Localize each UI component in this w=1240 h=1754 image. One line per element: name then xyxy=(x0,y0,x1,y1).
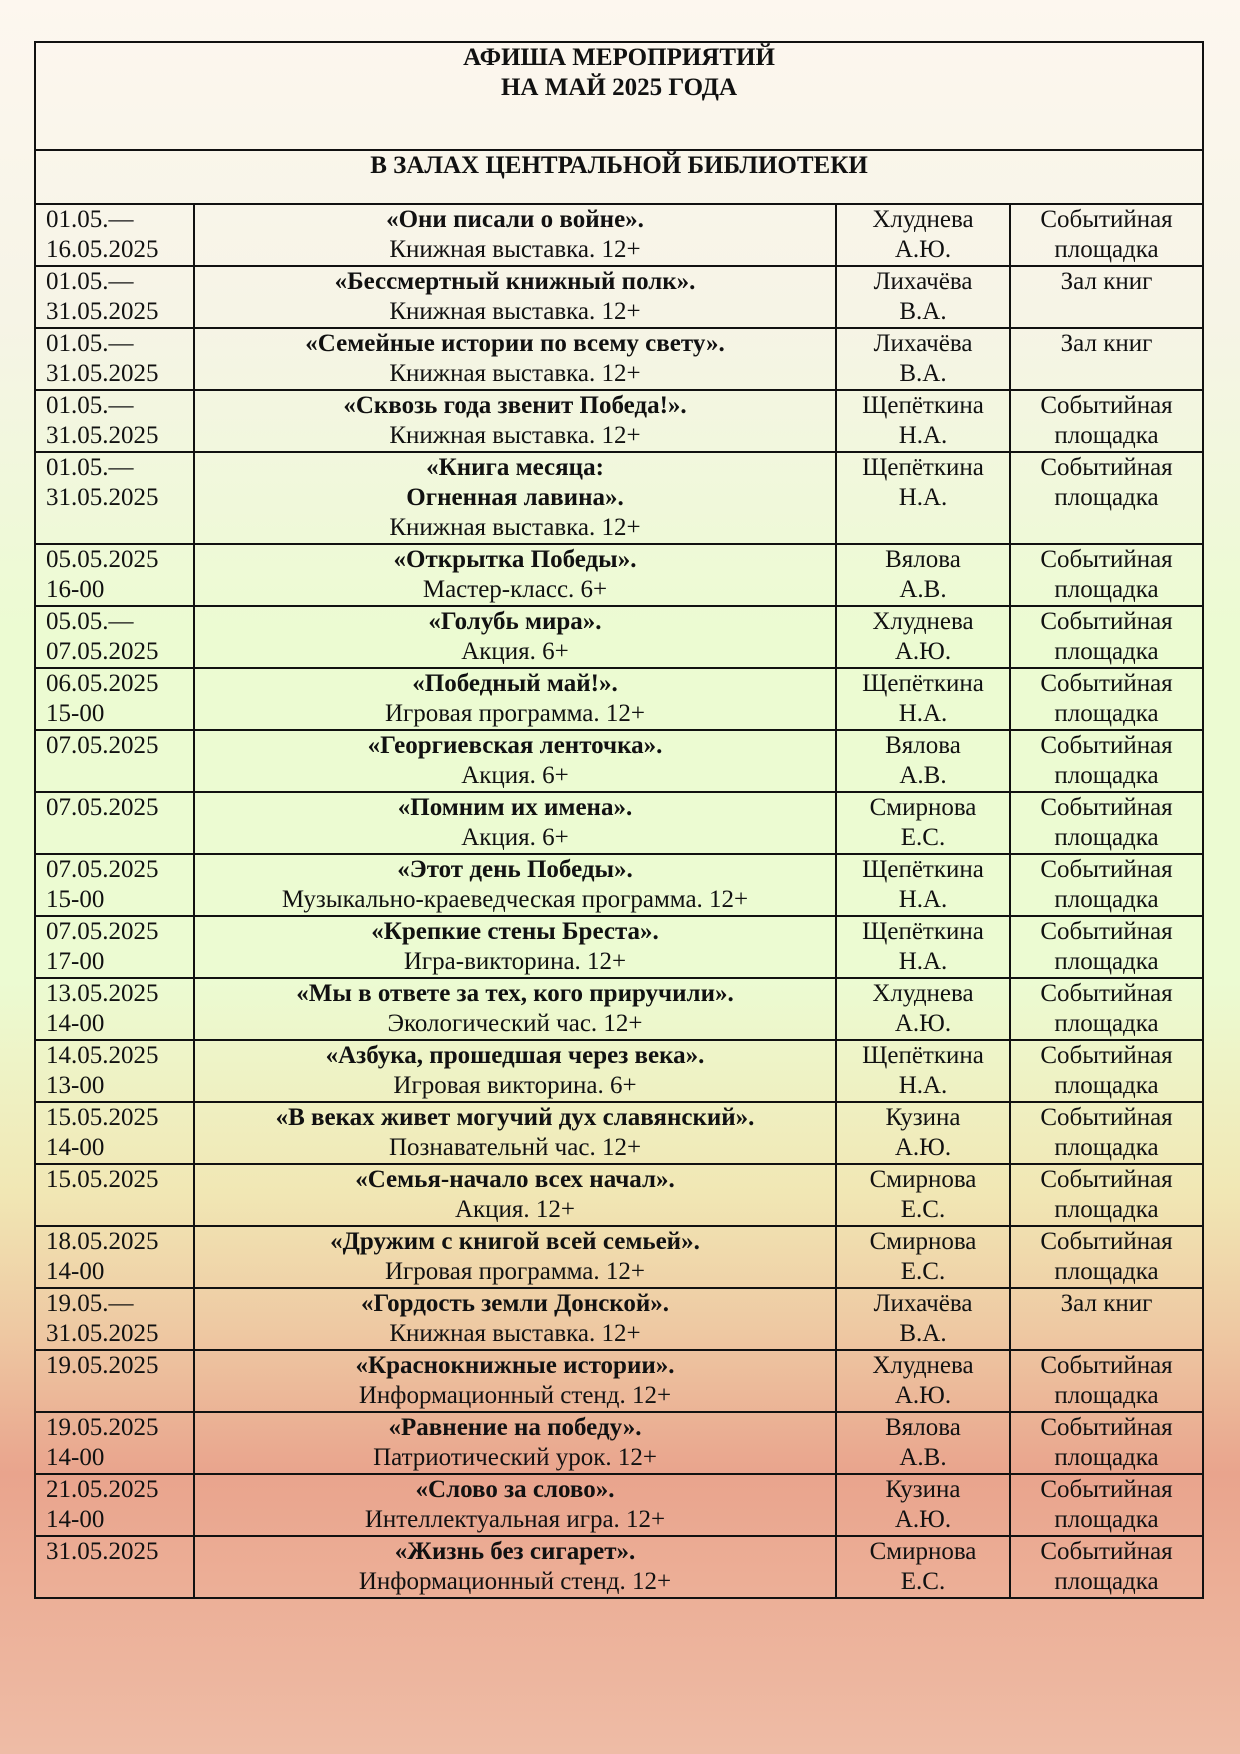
event-venue-cell xyxy=(1010,266,1203,328)
event-date-cell xyxy=(35,1536,194,1598)
responsible-initials: Е.С. xyxy=(900,1568,946,1595)
event-venue-cell xyxy=(1010,1536,1203,1598)
event-venue-cell xyxy=(1010,204,1203,266)
venue-line2: площадка xyxy=(1054,1072,1159,1099)
event-date-cell xyxy=(35,452,194,544)
poster-title xyxy=(35,42,1203,150)
event-responsible-cell xyxy=(836,916,1010,978)
event-date-line2: 31.05.2025 xyxy=(46,1320,159,1347)
event-date-line2: 16-00 xyxy=(46,576,105,603)
event-date-cell xyxy=(35,606,194,668)
responsible-surname: Вялова xyxy=(885,732,961,759)
event-type: Книжная выставка. 12+ xyxy=(389,1320,641,1347)
venue-line2: площадка xyxy=(1054,1258,1159,1285)
event-title: «Они писали о войне». xyxy=(386,206,644,233)
event-responsible-cell xyxy=(836,544,1010,606)
event-date-line1: 19.05.2025 xyxy=(46,1352,159,1379)
venue-line1: Событийная xyxy=(1040,1476,1173,1503)
responsible-surname: Щепёткина xyxy=(862,392,984,419)
event-row xyxy=(35,1102,1203,1164)
responsible-initials: Н.А. xyxy=(898,700,948,727)
event-venue-cell xyxy=(1010,1226,1203,1288)
event-date-cell xyxy=(35,1226,194,1288)
event-type: Музыкально-краеведческая программа. 12+ xyxy=(281,886,749,913)
venue-line2: площадка xyxy=(1054,886,1159,913)
event-responsible-cell xyxy=(836,1164,1010,1226)
event-date-cell xyxy=(35,204,194,266)
event-description-cell xyxy=(194,1474,836,1536)
event-title: «Мы в ответе за тех, кого приручили». xyxy=(296,980,734,1007)
event-title: «Слово за слово». xyxy=(415,1476,615,1503)
event-date-cell xyxy=(35,1474,194,1536)
event-row xyxy=(35,1536,1203,1598)
event-description-cell xyxy=(194,730,836,792)
event-schedule-table xyxy=(34,41,1204,1599)
poster-title-line1: АФИША МЕРОПРИЯТИЙ xyxy=(463,44,775,71)
responsible-surname: Вялова xyxy=(885,1414,961,1441)
event-date-line2: 14-00 xyxy=(46,1444,105,1471)
event-responsible-cell xyxy=(836,1226,1010,1288)
venue-line2: площадка xyxy=(1054,700,1159,727)
event-row xyxy=(35,854,1203,916)
venue-line1: Событийная xyxy=(1040,856,1173,883)
responsible-initials: Н.А. xyxy=(898,886,948,913)
event-responsible-cell xyxy=(836,1474,1010,1536)
venue-line1: Событийная xyxy=(1040,794,1173,821)
venue-line2: площадка xyxy=(1054,422,1159,449)
responsible-surname: Хлуднева xyxy=(872,980,974,1007)
event-date-cell xyxy=(35,1412,194,1474)
event-type: Акция. 12+ xyxy=(454,1196,576,1223)
venue-line2: площадка xyxy=(1054,1382,1159,1409)
event-description-cell xyxy=(194,1040,836,1102)
event-date-line2: 07.05.2025 xyxy=(46,638,159,665)
event-venue-cell xyxy=(1010,730,1203,792)
event-type: Книжная выставка. 12+ xyxy=(389,236,641,263)
event-row xyxy=(35,1412,1203,1474)
responsible-initials: А.Ю. xyxy=(894,1506,952,1533)
event-date-cell xyxy=(35,1288,194,1350)
responsible-initials: Н.А. xyxy=(898,484,948,511)
event-type: Патриотический урок. 12+ xyxy=(373,1444,657,1471)
venue-line2: площадка xyxy=(1054,1506,1159,1533)
event-row xyxy=(35,204,1203,266)
responsible-surname: Щепёткина xyxy=(862,918,984,945)
event-row xyxy=(35,1040,1203,1102)
event-row xyxy=(35,730,1203,792)
venue-line1: Событийная xyxy=(1040,670,1173,697)
event-title: «Открытка Победы». xyxy=(393,546,637,573)
event-responsible-cell xyxy=(836,668,1010,730)
event-row xyxy=(35,1226,1203,1288)
event-title: «Равнение на победу». xyxy=(388,1414,642,1441)
event-description-cell xyxy=(194,1536,836,1598)
event-title: «Семейные истории по всему свету». xyxy=(305,330,725,357)
event-venue-cell xyxy=(1010,978,1203,1040)
event-date-cell xyxy=(35,1102,194,1164)
event-date-cell xyxy=(35,916,194,978)
venue-line1: Зал книг xyxy=(1060,330,1153,357)
poster-sheet xyxy=(34,41,1202,1599)
title-row xyxy=(35,42,1203,150)
event-venue-cell xyxy=(1010,1288,1203,1350)
event-date-cell xyxy=(35,544,194,606)
event-date-line2: 31.05.2025 xyxy=(46,422,159,449)
venue-line1: Зал книг xyxy=(1060,1290,1153,1317)
event-title: «Крепкие стены Бреста». xyxy=(371,918,659,945)
event-description-cell xyxy=(194,1412,836,1474)
event-type: Акция. 6+ xyxy=(461,638,569,665)
event-type: Книжная выставка. 12+ xyxy=(389,514,641,541)
responsible-initials: А.В. xyxy=(899,1444,947,1471)
event-row xyxy=(35,328,1203,390)
event-date-line2: 31.05.2025 xyxy=(46,484,159,511)
event-row xyxy=(35,916,1203,978)
event-date-line1: 15.05.2025 xyxy=(46,1104,159,1131)
responsible-surname: Смирнова xyxy=(869,794,977,821)
poster-subtitle: В ЗАЛАХ ЦЕНТРАЛЬНОЙ БИБЛИОТЕКИ xyxy=(35,150,1203,204)
responsible-surname: Смирнова xyxy=(869,1228,977,1255)
event-row xyxy=(35,1288,1203,1350)
event-date-line1: 01.05.— xyxy=(46,454,134,481)
responsible-initials: А.В. xyxy=(899,576,947,603)
event-date-line2: 15-00 xyxy=(46,886,105,913)
event-title: «Дружим с книгой всей семьей». xyxy=(330,1228,700,1255)
venue-line2: площадка xyxy=(1054,1444,1159,1471)
venue-line1: Событийная xyxy=(1040,1166,1173,1193)
event-description-cell xyxy=(194,978,836,1040)
event-venue-cell xyxy=(1010,1102,1203,1164)
event-type: Информационный стенд. 12+ xyxy=(358,1568,672,1595)
event-title: «Победный май!». xyxy=(412,670,618,697)
event-venue-cell xyxy=(1010,668,1203,730)
event-title: «Сквозь года звенит Победа!». xyxy=(343,392,687,419)
event-title: «В веках живет могучий дух славянский». xyxy=(275,1104,755,1131)
event-date-line1: 31.05.2025 xyxy=(46,1538,159,1565)
event-title: «Гордость земли Донской». xyxy=(360,1290,670,1317)
venue-line2: площадка xyxy=(1054,638,1159,665)
event-date-line2: 13-00 xyxy=(46,1072,105,1099)
event-venue-cell xyxy=(1010,452,1203,544)
event-title: «Этот день Победы». xyxy=(397,856,633,883)
event-description-cell xyxy=(194,1226,836,1288)
venue-line1: Событийная xyxy=(1040,454,1173,481)
venue-line1: Событийная xyxy=(1040,1228,1173,1255)
venue-line1: Событийная xyxy=(1040,1414,1173,1441)
event-date-line2: 14-00 xyxy=(46,1010,105,1037)
responsible-initials: А.Ю. xyxy=(894,1010,952,1037)
event-date-cell xyxy=(35,854,194,916)
venue-line2: площадка xyxy=(1054,1134,1159,1161)
responsible-surname: Щепёткина xyxy=(862,670,984,697)
responsible-initials: А.Ю. xyxy=(894,638,952,665)
event-date-line1: 01.05.— xyxy=(46,268,134,295)
event-date-cell xyxy=(35,730,194,792)
event-title: «Книга месяца: Огненная лавина». xyxy=(406,454,624,511)
event-row xyxy=(35,978,1203,1040)
event-date-line1: 05.05.— xyxy=(46,608,134,635)
event-date-cell xyxy=(35,792,194,854)
responsible-initials: Е.С. xyxy=(900,1196,946,1223)
event-title: «Краснокнижные истории». xyxy=(355,1352,675,1379)
venue-line2: площадка xyxy=(1054,1010,1159,1037)
event-row xyxy=(35,1350,1203,1412)
event-date-line2: 15-00 xyxy=(46,700,105,727)
responsible-surname: Смирнова xyxy=(869,1166,977,1193)
event-date-cell xyxy=(35,1164,194,1226)
responsible-surname: Лихачёва xyxy=(873,1290,973,1317)
event-title: «Азбука, прошедшая через века». xyxy=(325,1042,705,1069)
event-date-line1: 18.05.2025 xyxy=(46,1228,159,1255)
event-responsible-cell xyxy=(836,328,1010,390)
event-responsible-cell xyxy=(836,204,1010,266)
event-type: Книжная выставка. 12+ xyxy=(389,422,641,449)
event-date-cell xyxy=(35,266,194,328)
responsible-initials: Н.А. xyxy=(898,948,948,975)
event-responsible-cell xyxy=(836,266,1010,328)
venue-line1: Событийная xyxy=(1040,1042,1173,1069)
event-venue-cell xyxy=(1010,792,1203,854)
event-responsible-cell xyxy=(836,452,1010,544)
responsible-surname: Вялова xyxy=(885,546,961,573)
event-date-line1: 06.05.2025 xyxy=(46,670,159,697)
event-row xyxy=(35,1474,1203,1536)
poster-title-line2: НА МАЙ 2025 ГОДА xyxy=(500,74,738,101)
event-type: Книжная выставка. 12+ xyxy=(389,360,641,387)
responsible-surname: Щепёткина xyxy=(862,856,984,883)
responsible-initials: А.Ю. xyxy=(894,1382,952,1409)
event-type: Информационный стенд. 12+ xyxy=(358,1382,672,1409)
event-description-cell xyxy=(194,204,836,266)
event-row xyxy=(35,544,1203,606)
event-description-cell xyxy=(194,1164,836,1226)
event-date-line1: 07.05.2025 xyxy=(46,856,159,883)
event-venue-cell xyxy=(1010,328,1203,390)
event-row xyxy=(35,606,1203,668)
event-type: Игровая программа. 12+ xyxy=(384,700,646,727)
event-date-line2: 14-00 xyxy=(46,1258,105,1285)
event-venue-cell xyxy=(1010,916,1203,978)
event-venue-cell xyxy=(1010,390,1203,452)
event-description-cell xyxy=(194,854,836,916)
event-type: Познавательнй час. 12+ xyxy=(388,1134,642,1161)
event-title: «Голубь мира». xyxy=(428,608,602,635)
event-venue-cell xyxy=(1010,1040,1203,1102)
event-type: Игровая викторина. 6+ xyxy=(393,1072,637,1099)
responsible-initials: Е.С. xyxy=(900,1258,946,1285)
venue-line2: площадка xyxy=(1054,1196,1159,1223)
event-date-line2: 14-00 xyxy=(46,1134,105,1161)
event-type: Акция. 6+ xyxy=(461,762,569,789)
event-type: Игровая программа. 12+ xyxy=(384,1258,646,1285)
responsible-surname: Кузина xyxy=(885,1104,961,1131)
event-responsible-cell xyxy=(836,1350,1010,1412)
event-responsible-cell xyxy=(836,1536,1010,1598)
event-date-line1: 01.05.— xyxy=(46,206,134,233)
event-row xyxy=(35,792,1203,854)
event-date-line1: 05.05.2025 xyxy=(46,546,159,573)
event-description-cell xyxy=(194,668,836,730)
event-date-line1: 19.05.2025 xyxy=(46,1414,159,1441)
venue-line1: Событийная xyxy=(1040,980,1173,1007)
event-type: Книжная выставка. 12+ xyxy=(389,298,641,325)
event-date-line1: 14.05.2025 xyxy=(46,1042,159,1069)
responsible-surname: Щепёткина xyxy=(862,454,984,481)
event-date-line2: 17-00 xyxy=(46,948,105,975)
venue-line1: Событийная xyxy=(1040,1104,1173,1131)
event-description-cell xyxy=(194,916,836,978)
event-row xyxy=(35,452,1203,544)
event-description-cell xyxy=(194,452,836,544)
event-title: «Семья-начало всех начал». xyxy=(355,1166,675,1193)
event-description-cell xyxy=(194,1102,836,1164)
event-responsible-cell xyxy=(836,1102,1010,1164)
venue-line1: Событийная xyxy=(1040,1352,1173,1379)
event-row xyxy=(35,668,1203,730)
event-responsible-cell xyxy=(836,1040,1010,1102)
event-responsible-cell xyxy=(836,1288,1010,1350)
event-responsible-cell xyxy=(836,854,1010,916)
event-responsible-cell xyxy=(836,1412,1010,1474)
event-date-line1: 15.05.2025 xyxy=(46,1166,159,1193)
event-row xyxy=(35,266,1203,328)
event-date-cell xyxy=(35,390,194,452)
event-date-line1: 19.05.— xyxy=(46,1290,134,1317)
event-responsible-cell xyxy=(836,390,1010,452)
event-responsible-cell xyxy=(836,606,1010,668)
event-title: «Жизнь без сигарет». xyxy=(394,1538,636,1565)
event-type: Акция. 6+ xyxy=(461,824,569,851)
responsible-initials: В.А. xyxy=(899,360,947,387)
event-date-line2: 14-00 xyxy=(46,1506,105,1533)
event-responsible-cell xyxy=(836,730,1010,792)
event-type: Интеллектуальная игра. 12+ xyxy=(364,1506,666,1533)
venue-line2: площадка xyxy=(1054,576,1159,603)
event-description-cell xyxy=(194,792,836,854)
event-description-cell xyxy=(194,1288,836,1350)
event-date-cell xyxy=(35,978,194,1040)
venue-line1: Событийная xyxy=(1040,608,1173,635)
event-date-line1: 01.05.— xyxy=(46,330,134,357)
event-date-line1: 07.05.2025 xyxy=(46,794,159,821)
event-venue-cell xyxy=(1010,1474,1203,1536)
event-title: «Георгиевская ленточка». xyxy=(367,732,663,759)
event-date-cell xyxy=(35,328,194,390)
venue-line1: Событийная xyxy=(1040,206,1173,233)
event-venue-cell xyxy=(1010,1350,1203,1412)
event-venue-cell xyxy=(1010,854,1203,916)
event-venue-cell xyxy=(1010,544,1203,606)
responsible-surname: Хлуднева xyxy=(872,206,974,233)
event-description-cell xyxy=(194,544,836,606)
event-date-cell xyxy=(35,1350,194,1412)
event-date-line1: 07.05.2025 xyxy=(46,732,159,759)
venue-line1: Зал книг xyxy=(1060,268,1153,295)
event-date-cell xyxy=(35,1040,194,1102)
event-responsible-cell xyxy=(836,978,1010,1040)
event-date-line2: 31.05.2025 xyxy=(46,360,159,387)
venue-line1: Событийная xyxy=(1040,732,1173,759)
event-type: Мастер-класс. 6+ xyxy=(422,576,608,603)
event-date-line1: 21.05.2025 xyxy=(46,1476,159,1503)
responsible-surname: Лихачёва xyxy=(873,330,973,357)
event-date-line2: 16.05.2025 xyxy=(46,236,159,263)
responsible-initials: А.В. xyxy=(899,762,947,789)
venue-line2: площадка xyxy=(1054,824,1159,851)
event-title: «Помним их имена». xyxy=(397,794,633,821)
event-description-cell xyxy=(194,390,836,452)
event-description-cell xyxy=(194,1350,836,1412)
event-description-cell xyxy=(194,266,836,328)
venue-line1: Событийная xyxy=(1040,1538,1173,1565)
event-venue-cell xyxy=(1010,606,1203,668)
venue-line2: площадка xyxy=(1054,484,1159,511)
venue-line1: Событийная xyxy=(1040,392,1173,419)
venue-line2: площадка xyxy=(1054,762,1159,789)
venue-line2: площадка xyxy=(1054,236,1159,263)
responsible-initials: Е.С. xyxy=(900,824,946,851)
event-row xyxy=(35,390,1203,452)
event-type: Экологический час. 12+ xyxy=(387,1010,643,1037)
event-venue-cell xyxy=(1010,1164,1203,1226)
venue-line2: площадка xyxy=(1054,1568,1159,1595)
responsible-initials: Н.А. xyxy=(898,1072,948,1099)
responsible-initials: А.Ю. xyxy=(894,1134,952,1161)
event-date-cell xyxy=(35,668,194,730)
event-date-line1: 07.05.2025 xyxy=(46,918,159,945)
responsible-initials: В.А. xyxy=(899,298,947,325)
responsible-initials: Н.А. xyxy=(898,422,948,449)
responsible-surname: Кузина xyxy=(885,1476,961,1503)
responsible-surname: Хлуднева xyxy=(872,608,974,635)
event-title: «Бессмертный книжный полк». xyxy=(334,268,696,295)
event-description-cell xyxy=(194,606,836,668)
responsible-surname: Щепёткина xyxy=(862,1042,984,1069)
event-date-line1: 13.05.2025 xyxy=(46,980,159,1007)
event-date-line2: 31.05.2025 xyxy=(46,298,159,325)
responsible-surname: Хлуднева xyxy=(872,1352,974,1379)
event-date-line1: 01.05.— xyxy=(46,392,134,419)
venue-line1: Событийная xyxy=(1040,918,1173,945)
responsible-initials: В.А. xyxy=(899,1320,947,1347)
venue-line2: площадка xyxy=(1054,948,1159,975)
subtitle-row xyxy=(35,150,1203,204)
responsible-surname: Лихачёва xyxy=(873,268,973,295)
event-description-cell xyxy=(194,328,836,390)
responsible-surname: Смирнова xyxy=(869,1538,977,1565)
event-row xyxy=(35,1164,1203,1226)
responsible-initials: А.Ю. xyxy=(894,236,952,263)
event-venue-cell xyxy=(1010,1412,1203,1474)
venue-line1: Событийная xyxy=(1040,546,1173,573)
event-type: Игра-викторина. 12+ xyxy=(403,948,627,975)
event-responsible-cell xyxy=(836,792,1010,854)
